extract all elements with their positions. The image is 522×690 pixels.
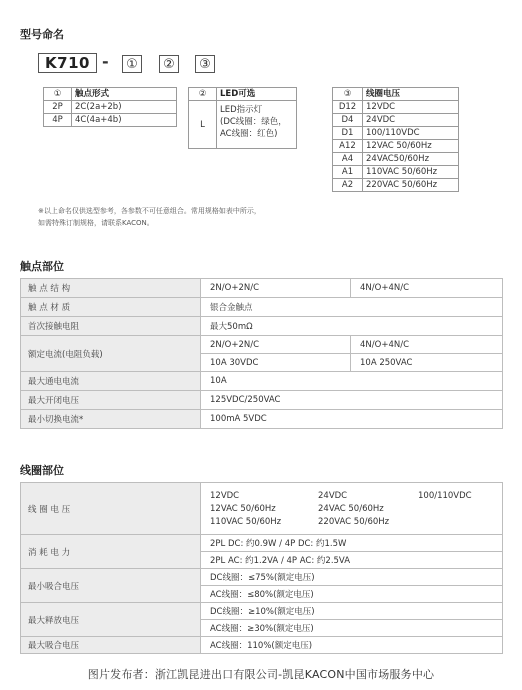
coil-voltage: 24VDC (363, 114, 459, 127)
table-row (21, 298, 503, 317)
coil-code: A4 (333, 153, 363, 166)
led-description (217, 101, 297, 149)
row-value: AC线圈：≥30%(额定电压) (201, 620, 503, 637)
coil-voltage: 12VAC 50/60Hz (363, 140, 459, 153)
coil-voltage-values (201, 483, 503, 535)
row-label: 首次接触电阻 (21, 317, 201, 336)
row-value: 银合金触点 (201, 298, 503, 317)
coil-voltage-table (332, 87, 459, 192)
row-value: 4N/O+4N/C (351, 336, 503, 354)
coil-voltage-value: 110VAC 50/60Hz (210, 516, 282, 527)
coil-code: A2 (333, 179, 363, 192)
table-row (21, 410, 503, 429)
table-row (21, 535, 503, 552)
selection-note (38, 205, 261, 229)
coil-voltage-value: 24VAC 50/60Hz (318, 503, 384, 514)
led-header-row (189, 88, 297, 101)
contact-section-title: 触点部位 (20, 260, 64, 273)
led-desc-line: LED指示灯 (220, 105, 263, 115)
row-value: 2PL DC: 约0.9W / 4P DC: 约1.5W (201, 535, 503, 552)
row-label: 触 点 结 构 (21, 279, 201, 298)
contact-form-header-code: ① (44, 88, 72, 101)
coil-code: D4 (333, 114, 363, 127)
coil-code: A12 (333, 140, 363, 153)
table-row (21, 391, 503, 410)
contact-form-table (43, 87, 177, 127)
row-value: 125VDC/250VAC (201, 391, 503, 410)
contact-form-header-row (44, 88, 177, 101)
table-row (21, 603, 503, 620)
row-label: 最大通电电流 (21, 372, 201, 391)
row-label: 最大开闭电压 (21, 391, 201, 410)
row-value: 10A 250VAC (351, 354, 503, 372)
led-desc-line: (DC线圈：绿色， (220, 117, 287, 127)
table-row (44, 114, 177, 127)
row-value: 2PL AC: 约1.2VA / 4P AC: 约2.5VA (201, 552, 503, 569)
coil-voltage-header-code: ③ (333, 88, 363, 101)
row-value: 100mA 5VDC (201, 410, 503, 429)
contact-form-code: 2P (44, 101, 72, 114)
contact-form-value: 4C(4a+4b) (72, 114, 177, 127)
coil-voltage: 24VAC50/60Hz (363, 153, 459, 166)
table-row (333, 114, 459, 127)
row-value: 4N/O+4N/C (351, 279, 503, 298)
coil-code: D12 (333, 101, 363, 114)
row-value: 2N/O+2N/C (201, 336, 351, 354)
coil-voltage-value: 12VAC 50/60Hz (210, 503, 276, 514)
table-row (21, 637, 503, 654)
row-label: 最大释放电压 (21, 603, 201, 637)
row-value: AC线圈：110%(额定电压) (201, 637, 503, 654)
table-row (21, 317, 503, 336)
contact-form-value: 2C(2a+2b) (72, 101, 177, 114)
table-row (189, 101, 297, 149)
coil-code: A1 (333, 166, 363, 179)
row-label: 额定电流(电阻负载) (21, 336, 201, 372)
table-row (333, 153, 459, 166)
led-table (188, 87, 297, 149)
row-label: 线 圈 电 压 (21, 483, 201, 535)
table-row (333, 166, 459, 179)
coil-voltage-value: 220VAC 50/60Hz (318, 516, 390, 527)
row-value: 最大50mΩ (201, 317, 503, 336)
coil-voltage: 220VAC 50/60Hz (363, 179, 459, 192)
table-row (21, 279, 503, 298)
model-main-code: K710 (38, 53, 97, 73)
row-label: 触 点 材 质 (21, 298, 201, 317)
table-row (21, 483, 503, 535)
coil-voltage-header-row (333, 88, 459, 101)
coil-voltage-value (418, 503, 518, 515)
coil-voltage-header-label: 线圈电压 (363, 88, 459, 101)
row-value: DC线圈：≤75%(额定电压) (201, 569, 503, 586)
coil-voltage-value: 100/110VDC (418, 490, 472, 501)
table-row (44, 101, 177, 114)
table-row (21, 569, 503, 586)
row-label: 消 耗 电 力 (21, 535, 201, 569)
row-label: 最小切换电流* (21, 410, 201, 429)
row-label: 最大吸合电压 (21, 637, 201, 654)
led-header-code: ② (189, 88, 217, 101)
model-naming-title: 型号命名 (20, 28, 64, 41)
coil-voltage: 100/110VDC (363, 127, 459, 140)
row-value: 10A 30VDC (201, 354, 351, 372)
row-value: 2N/O+2N/C (201, 279, 351, 298)
contact-spec-table (20, 278, 503, 429)
contact-form-header-label: 触点形式 (72, 88, 177, 101)
note-line: 如需特殊订制规格，请联系KACON。 (38, 219, 154, 227)
row-value: AC线圈：≤80%(额定电压) (201, 586, 503, 603)
coil-spec-table (20, 482, 503, 654)
coil-voltage: 12VDC (363, 101, 459, 114)
code-slot-3: ③ (195, 55, 215, 73)
led-header-label: LED可选 (217, 88, 297, 101)
coil-voltage: 110VAC 50/60Hz (363, 166, 459, 179)
led-code: L (189, 101, 217, 149)
coil-voltage-value: 12VDC (210, 490, 240, 501)
contact-form-code: 4P (44, 114, 72, 127)
table-row (333, 101, 459, 114)
model-dash: - (102, 52, 109, 71)
table-row (333, 140, 459, 153)
coil-voltage-value (418, 516, 518, 528)
row-value: 10A (201, 372, 503, 391)
code-slot-1: ① (122, 55, 142, 73)
table-row (21, 372, 503, 391)
coil-voltage-value: 24VDC (318, 490, 348, 501)
table-row (333, 127, 459, 140)
row-label: 最小吸合电压 (21, 569, 201, 603)
note-line: ※以上命名仅供选型参考，各参数不可任意组合。常用规格如表中所示， (38, 207, 261, 215)
table-row (21, 336, 503, 354)
coil-section-title: 线圈部位 (20, 464, 64, 477)
code-slot-2: ② (159, 55, 179, 73)
row-value: DC线圈：≥10%(额定电压) (201, 603, 503, 620)
publisher-footer: 图片发布者：浙江凯昆进出口有限公司-凯昆KACON中国市场服务中心 (87, 668, 435, 681)
coil-code: D1 (333, 127, 363, 140)
led-desc-line: AC线圈：红色) (220, 129, 278, 139)
table-row (333, 179, 459, 192)
